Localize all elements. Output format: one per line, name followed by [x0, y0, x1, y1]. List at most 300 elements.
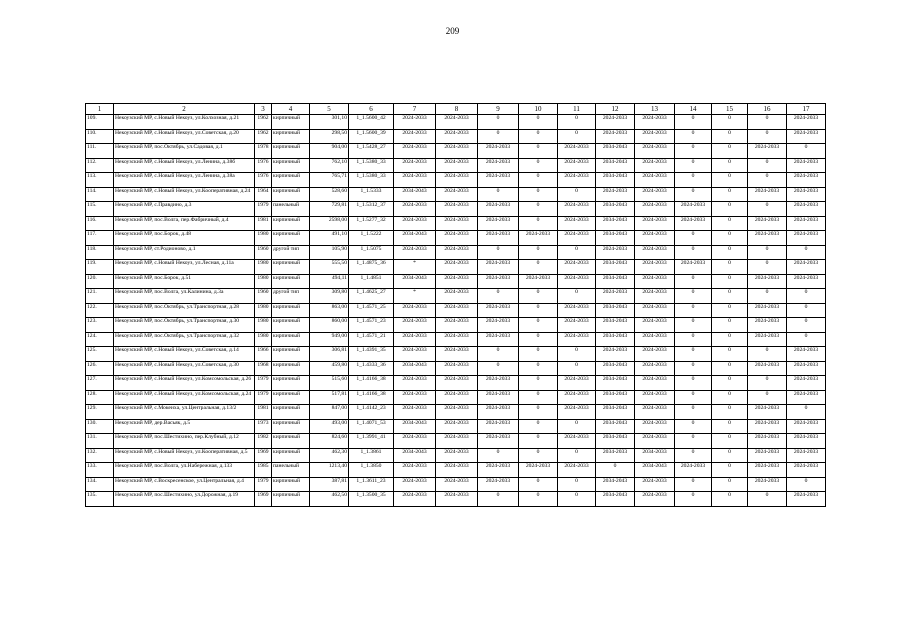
cell-house-code: 1_1.3991_41: [349, 434, 394, 449]
cell-address: Некоузский МР, с.Новый Некоуз, ул.Советская, д.20: [114, 129, 255, 144]
cell-address: Некоузский МР, с.Мокеиха, ул.Центральная, д.13/2: [114, 405, 255, 420]
cell-wall-material: кирпичный: [272, 434, 310, 449]
cell-area: 2598,00: [310, 216, 349, 231]
cell-area: 387,81: [310, 477, 349, 492]
cell-year-built: 1968: [255, 361, 272, 376]
cell-period-c13: 2024-2033: [635, 144, 675, 159]
cell-area: 517,81: [310, 390, 349, 405]
table-row: [86, 245, 826, 260]
cell-period-c14: 0: [675, 419, 712, 434]
column-header: 4: [272, 104, 310, 115]
cell-year-built: 1962: [255, 129, 272, 144]
cell-year-built: 1973: [255, 419, 272, 434]
column-header: 6: [349, 104, 394, 115]
cell-year-built: 1960: [255, 289, 272, 304]
column-header: 16: [748, 104, 787, 115]
cell-period-c16: 0: [748, 260, 787, 275]
cell-period-c12: 2034-2043: [596, 216, 635, 231]
cell-period-c12: 2034-2043: [596, 144, 635, 159]
cell-area: 306,81: [310, 347, 349, 362]
cell-area: 847,00: [310, 405, 349, 420]
cell-wall-material: кирпичный: [272, 231, 310, 246]
cell-period-c10: 0: [519, 144, 558, 159]
cell-period-c15: 0: [712, 260, 748, 275]
cell-period-c10: 0: [519, 115, 558, 130]
cell-period-c15: 0: [712, 115, 748, 130]
cell-period-c8: 2024-2033: [436, 419, 478, 434]
cell-row-number: 131.: [86, 434, 114, 449]
cell-house-code: 1_1.5428_27: [349, 144, 394, 159]
cell-year-built: 1969: [255, 492, 272, 507]
cell-period-c15: 0: [712, 419, 748, 434]
cell-period-c7: 2024-2033: [394, 173, 436, 188]
cell-address: Некоузский МР, с.Новый Некоуз, ул.Советская, д.14: [114, 347, 255, 362]
cell-area: 515,60: [310, 376, 349, 391]
cell-period-c9: 2024-2033: [478, 318, 519, 333]
cell-period-c9: 0: [478, 115, 519, 130]
cell-period-c12: 2024-2033: [596, 115, 635, 130]
cell-period-c15: 0: [712, 158, 748, 173]
cell-period-c14: 0: [675, 332, 712, 347]
cell-address: Некоузский МР, с.Новый Некоуз, ул.Кооперативная, д.5: [114, 448, 255, 463]
table-row: [86, 187, 826, 202]
cell-period-c16: 0: [748, 376, 787, 391]
cell-period-c7: 2024-2033: [394, 347, 436, 362]
cell-period-c7: 2024-2033: [394, 216, 436, 231]
cell-area: 105,90: [310, 245, 349, 260]
cell-house-code: 1_1.5277_32: [349, 216, 394, 231]
cell-period-c11: 2024-2033: [558, 332, 596, 347]
cell-period-c16: 2024-2033: [748, 303, 787, 318]
cell-period-c10: 0: [519, 216, 558, 231]
cell-period-c16: 0: [748, 115, 787, 130]
cell-period-c9: 2024-2033: [478, 231, 519, 246]
cell-house-code: 1_1.4851: [349, 274, 394, 289]
cell-row-number: 124.: [86, 332, 114, 347]
cell-period-c13: 2024-2033: [635, 260, 675, 275]
cell-period-c8: 2024-2033: [436, 245, 478, 260]
cell-house-code: 1_1.3500_35: [349, 492, 394, 507]
cell-period-c16: 2024-2033: [748, 144, 787, 159]
cell-period-c14: 0: [675, 289, 712, 304]
cell-year-built: 1980: [255, 318, 272, 333]
cell-period-c14: 0: [675, 115, 712, 130]
cell-house-code: 1_1.3850: [349, 463, 394, 478]
cell-period-c12: 2024-2033: [596, 129, 635, 144]
cell-year-built: 1979: [255, 477, 272, 492]
cell-period-c10: 0: [519, 173, 558, 188]
table-row: [86, 115, 826, 130]
table-row: [86, 274, 826, 289]
cell-wall-material: кирпичный: [272, 347, 310, 362]
cell-period-c12: 2034-2043: [596, 158, 635, 173]
cell-period-c17: 2024-2033: [787, 187, 826, 202]
cell-year-built: 1981: [255, 405, 272, 420]
cell-period-c8: 2024-2033: [436, 289, 478, 304]
cell-period-c16: 2024-2033: [748, 361, 787, 376]
cell-period-c11: 2024-2033: [558, 144, 596, 159]
cell-period-c7: 2024-2033: [394, 144, 436, 159]
cell-period-c13: 2024-2033: [635, 347, 675, 362]
cell-period-c13: 2024-2033: [635, 419, 675, 434]
cell-period-c16: 2024-2033: [748, 434, 787, 449]
cell-period-c14: 0: [675, 158, 712, 173]
cell-period-c15: 0: [712, 303, 748, 318]
cell-period-c14: 0: [675, 448, 712, 463]
cell-period-c7: 2034-2043: [394, 361, 436, 376]
cell-address: Некоузский МР, с.Новый Некоуз, ул.Комсомольская, д.26: [114, 376, 255, 391]
table-row: [86, 390, 826, 405]
cell-period-c13: 2024-2033: [635, 129, 675, 144]
cell-period-c9: 2024-2033: [478, 274, 519, 289]
cell-period-c7: 2024-2033: [394, 245, 436, 260]
column-header: 15: [712, 104, 748, 115]
cell-period-c14: 0: [675, 274, 712, 289]
cell-period-c11: 0: [558, 129, 596, 144]
cell-period-c9: 0: [478, 245, 519, 260]
cell-period-c11: 0: [558, 347, 596, 362]
cell-period-c9: 2024-2033: [478, 419, 519, 434]
cell-period-c12: 2034-2043: [596, 318, 635, 333]
cell-period-c11: 2024-2033: [558, 216, 596, 231]
cell-house-code: 1_1.5075: [349, 245, 394, 260]
cell-area: 494,11: [310, 274, 349, 289]
cell-period-c13: 2024-2033: [635, 405, 675, 420]
cell-period-c13: 2024-2033: [635, 390, 675, 405]
cell-area: 1213,40: [310, 463, 349, 478]
cell-wall-material: другой тип: [272, 245, 310, 260]
cell-period-c11: 2024-2033: [558, 274, 596, 289]
cell-period-c8: 2024-2033: [436, 158, 478, 173]
cell-period-c16: 0: [748, 347, 787, 362]
cell-period-c13: 2024-2033: [635, 318, 675, 333]
cell-area: 462,30: [310, 448, 349, 463]
cell-row-number: 128.: [86, 390, 114, 405]
cell-house-code: 1_1.3611_23: [349, 477, 394, 492]
cell-period-c13: 2034-2043: [635, 463, 675, 478]
cell-period-c9: 2024-2033: [478, 434, 519, 449]
cell-area: 301,10: [310, 115, 349, 130]
cell-row-number: 132.: [86, 448, 114, 463]
cell-wall-material: кирпичный: [272, 129, 310, 144]
cell-period-c8: 2024-2033: [436, 231, 478, 246]
cell-period-c7: 2034-2043: [394, 187, 436, 202]
table-row: [86, 318, 826, 333]
cell-period-c9: 0: [478, 492, 519, 507]
cell-period-c15: 0: [712, 347, 748, 362]
cell-row-number: 133.: [86, 463, 114, 478]
cell-period-c9: 0: [478, 129, 519, 144]
cell-period-c15: 0: [712, 361, 748, 376]
cell-wall-material: другой тип: [272, 289, 310, 304]
cell-house-code: 1_1.5380_33: [349, 173, 394, 188]
table-row: [86, 361, 826, 376]
cell-period-c16: 2024-2033: [748, 448, 787, 463]
cell-period-c15: 0: [712, 173, 748, 188]
cell-period-c14: 2024-2033: [675, 202, 712, 217]
cell-period-c17: 2024-2033: [787, 361, 826, 376]
cell-period-c17: 2024-2033: [787, 260, 826, 275]
column-header: 7: [394, 104, 436, 115]
cell-address: Некоузский МР, пос.Волга, ул.Набережная, д.133: [114, 463, 255, 478]
cell-period-c17: 2024-2033: [787, 376, 826, 391]
cell-period-c11: 2024-2033: [558, 158, 596, 173]
cell-period-c10: 0: [519, 245, 558, 260]
cell-period-c16: 0: [748, 129, 787, 144]
cell-period-c17: 2024-2033: [787, 202, 826, 217]
cell-row-number: 114.: [86, 187, 114, 202]
cell-row-number: 120.: [86, 274, 114, 289]
cell-period-c9: 2024-2033: [478, 405, 519, 420]
cell-year-built: 1979: [255, 390, 272, 405]
cell-period-c17: 2024-2033: [787, 173, 826, 188]
cell-period-c16: 2024-2033: [748, 187, 787, 202]
cell-period-c11: 0: [558, 115, 596, 130]
cell-period-c7: 2024-2033: [394, 332, 436, 347]
cell-row-number: 134.: [86, 477, 114, 492]
cell-period-c10: 0: [519, 376, 558, 391]
cell-period-c12: 2034-2043: [596, 419, 635, 434]
cell-period-c14: 0: [675, 231, 712, 246]
cell-period-c11: 0: [558, 361, 596, 376]
cell-area: 528,60: [310, 187, 349, 202]
cell-area: 462,50: [310, 492, 349, 507]
cell-period-c16: 2024-2033: [748, 274, 787, 289]
cell-year-built: 1982: [255, 434, 272, 449]
cell-house-code: 1_1.4875_36: [349, 260, 394, 275]
cell-period-c12: 2034-2043: [596, 434, 635, 449]
cell-period-c12: 2034-2033: [596, 448, 635, 463]
cell-wall-material: кирпичный: [272, 405, 310, 420]
cell-period-c17: 0: [787, 405, 826, 420]
cell-year-built: 1980: [255, 332, 272, 347]
cell-period-c17: 0: [787, 144, 826, 159]
cell-wall-material: кирпичный: [272, 216, 310, 231]
cell-period-c9: 0: [478, 187, 519, 202]
cell-period-c13: 2024-2033: [635, 216, 675, 231]
cell-period-c12: 2034-2043: [596, 361, 635, 376]
cell-address: Некоузский МР, дер.Васьяк, д.5: [114, 419, 255, 434]
cell-period-c15: 0: [712, 434, 748, 449]
cell-address: Некоузский МР, пос.Октябрь, ул.Транспортная, д.30: [114, 318, 255, 333]
column-header: 8: [436, 104, 478, 115]
cell-period-c7: 2024-2033: [394, 463, 436, 478]
table-row: [86, 463, 826, 478]
cell-period-c7: 2024-2033: [394, 115, 436, 130]
cell-row-number: 122.: [86, 303, 114, 318]
cell-wall-material: кирпичный: [272, 390, 310, 405]
cell-period-c10: 0: [519, 405, 558, 420]
cell-period-c7: 2024-2033: [394, 129, 436, 144]
cell-period-c8: 2024-2033: [436, 187, 478, 202]
cell-period-c15: 0: [712, 492, 748, 507]
cell-period-c17: 2024-2033: [787, 390, 826, 405]
cell-year-built: 1966: [255, 347, 272, 362]
cell-period-c16: 2024-2033: [748, 405, 787, 420]
cell-period-c10: 2024-2033: [519, 231, 558, 246]
cell-period-c13: 2024-2033: [635, 492, 675, 507]
cell-house-code: 1_1.4142_23: [349, 405, 394, 420]
cell-period-c12: 2034-2043: [596, 332, 635, 347]
cell-period-c11: 2024-2033: [558, 318, 596, 333]
cell-period-c9: 2024-2033: [478, 202, 519, 217]
cell-period-c13: 2024-2033: [635, 158, 675, 173]
cell-period-c7: 2024-2033: [394, 434, 436, 449]
cell-period-c10: 0: [519, 419, 558, 434]
column-header: 17: [787, 104, 826, 115]
column-header: 10: [519, 104, 558, 115]
cell-period-c8: 2024-2033: [436, 303, 478, 318]
cell-period-c17: 0: [787, 289, 826, 304]
cell-period-c8: 2024-2033: [436, 144, 478, 159]
table-row: [86, 202, 826, 217]
cell-period-c9: 0: [478, 347, 519, 362]
table-row: [86, 434, 826, 449]
cell-period-c9: 2024-2033: [478, 216, 519, 231]
cell-year-built: 1962: [255, 115, 272, 130]
cell-period-c17: 2024-2033: [787, 216, 826, 231]
cell-period-c17: 2024-2033: [787, 158, 826, 173]
cell-period-c10: 0: [519, 202, 558, 217]
cell-period-c17: 0: [787, 477, 826, 492]
cell-period-c12: 2034-2043: [596, 274, 635, 289]
cell-period-c10: 0: [519, 477, 558, 492]
cell-period-c8: 2024-2033: [436, 405, 478, 420]
cell-period-c15: 0: [712, 202, 748, 217]
cell-period-c9: 2024-2033: [478, 477, 519, 492]
cell-period-c8: 2024-2033: [436, 274, 478, 289]
cell-row-number: 112.: [86, 158, 114, 173]
cell-period-c7: 2034-2043: [394, 419, 436, 434]
cell-period-c16: 0: [748, 173, 787, 188]
cell-house-code: 1_1.5222: [349, 231, 394, 246]
cell-period-c8: 2024-2033: [436, 361, 478, 376]
cell-wall-material: кирпичный: [272, 419, 310, 434]
cell-period-c15: 0: [712, 216, 748, 231]
table-row: [86, 376, 826, 391]
cell-period-c13: 2024-2033: [635, 115, 675, 130]
cell-period-c12: 2034-2043: [596, 231, 635, 246]
cell-period-c8: 2024-2033: [436, 376, 478, 391]
cell-period-c10: 0: [519, 434, 558, 449]
cell-period-c8: 2024-2033: [436, 260, 478, 275]
cell-period-c11: 0: [558, 187, 596, 202]
cell-house-code: 1_1.4571_25: [349, 303, 394, 318]
cell-period-c14: 0: [675, 318, 712, 333]
cell-row-number: 111.: [86, 144, 114, 159]
cell-period-c8: 2024-2033: [436, 492, 478, 507]
cell-period-c12: 0: [596, 463, 635, 478]
cell-row-number: 116.: [86, 216, 114, 231]
cell-wall-material: кирпичный: [272, 303, 310, 318]
cell-address: Некоузский МР, с.Новый Некоуз, ул.Ленина, д.38б: [114, 158, 255, 173]
cell-period-c15: 0: [712, 405, 748, 420]
cell-address: Некоузский МР, с.Новый Некоуз, ул.Кооперативная, д.24: [114, 187, 255, 202]
cell-house-code: 1_1.4071_53: [349, 419, 394, 434]
cell-year-built: 1985: [255, 463, 272, 478]
cell-period-c7: 2024-2033: [394, 477, 436, 492]
cell-period-c7: 2024-2033: [394, 158, 436, 173]
table-body: [86, 115, 826, 507]
page-number: 209: [445, 26, 460, 36]
cell-year-built: 1979: [255, 376, 272, 391]
cell-period-c12: 2034-2043: [596, 303, 635, 318]
cell-period-c9: 2024-2033: [478, 376, 519, 391]
cell-period-c15: 0: [712, 463, 748, 478]
cell-period-c11: 2024-2033: [558, 303, 596, 318]
cell-period-c15: 0: [712, 448, 748, 463]
cell-area: 459,80: [310, 361, 349, 376]
cell-house-code: 1_1.4166_38: [349, 376, 394, 391]
cell-period-c15: 0: [712, 274, 748, 289]
column-header: 5: [310, 104, 349, 115]
cell-address: Некоузский МР, пос.Октябрь, ул.Садовая, д.1: [114, 144, 255, 159]
cell-wall-material: панельный: [272, 463, 310, 478]
cell-period-c17: 2024-2033: [787, 463, 826, 478]
cell-period-c14: 0: [675, 492, 712, 507]
cell-house-code: 1_1.5312_37: [349, 202, 394, 217]
cell-period-c7: 2034-2043: [394, 448, 436, 463]
cell-period-c9: 2024-2033: [478, 158, 519, 173]
cell-house-code: 1_1.4391_35: [349, 347, 394, 362]
cell-period-c11: 0: [558, 245, 596, 260]
cell-year-built: 1979: [255, 202, 272, 217]
cell-period-c15: 0: [712, 477, 748, 492]
cell-period-c13: 2024-2033: [635, 187, 675, 202]
cell-period-c14: 0: [675, 390, 712, 405]
cell-row-number: 115.: [86, 202, 114, 217]
cell-period-c17: 0: [787, 332, 826, 347]
cell-period-c17: 2024-2033: [787, 419, 826, 434]
cell-period-c17: 2024-2033: [787, 492, 826, 507]
cell-period-c13: 2024-2033: [635, 202, 675, 217]
cell-wall-material: кирпичный: [272, 376, 310, 391]
column-header: 2: [114, 104, 255, 115]
table-row: [86, 303, 826, 318]
cell-period-c14: 2024-2033: [675, 463, 712, 478]
column-header: 9: [478, 104, 519, 115]
cell-period-c9: 2024-2033: [478, 463, 519, 478]
cell-period-c11: 2024-2033: [558, 231, 596, 246]
cell-row-number: 109.: [86, 115, 114, 130]
cell-period-c13: 2024-2033: [635, 173, 675, 188]
cell-period-c13: 2024-2033: [635, 303, 675, 318]
cell-period-c16: 2024-2033: [748, 231, 787, 246]
cell-period-c14: 0: [675, 303, 712, 318]
cell-period-c16: 0: [748, 289, 787, 304]
cell-period-c8: 2024-2033: [436, 332, 478, 347]
cell-period-c8: 2024-2033: [436, 318, 478, 333]
cell-address: Некоузский МР, пос.Волга, ул.Калинина, д.3а: [114, 289, 255, 304]
cell-year-built: 1969: [255, 448, 272, 463]
cell-period-c10: 0: [519, 158, 558, 173]
cell-period-c12: 2034-2043: [596, 477, 635, 492]
cell-row-number: 129.: [86, 405, 114, 420]
cell-period-c17: 2024-2033: [787, 347, 826, 362]
cell-period-c11: 2024-2033: [558, 376, 596, 391]
cell-period-c11: 0: [558, 477, 596, 492]
cell-period-c8: 2024-2033: [436, 115, 478, 130]
cell-address: Некоузский МР, с.Новый Некоуз, ул.Советская, д.30: [114, 361, 255, 376]
table-row: [86, 332, 826, 347]
cell-period-c12: 2034-2043: [596, 202, 635, 217]
cell-period-c15: 0: [712, 376, 748, 391]
cell-area: 493,00: [310, 419, 349, 434]
cell-wall-material: кирпичный: [272, 144, 310, 159]
column-header: 13: [635, 104, 675, 115]
cell-row-number: 118.: [86, 245, 114, 260]
cell-period-c9: 2024-2033: [478, 390, 519, 405]
